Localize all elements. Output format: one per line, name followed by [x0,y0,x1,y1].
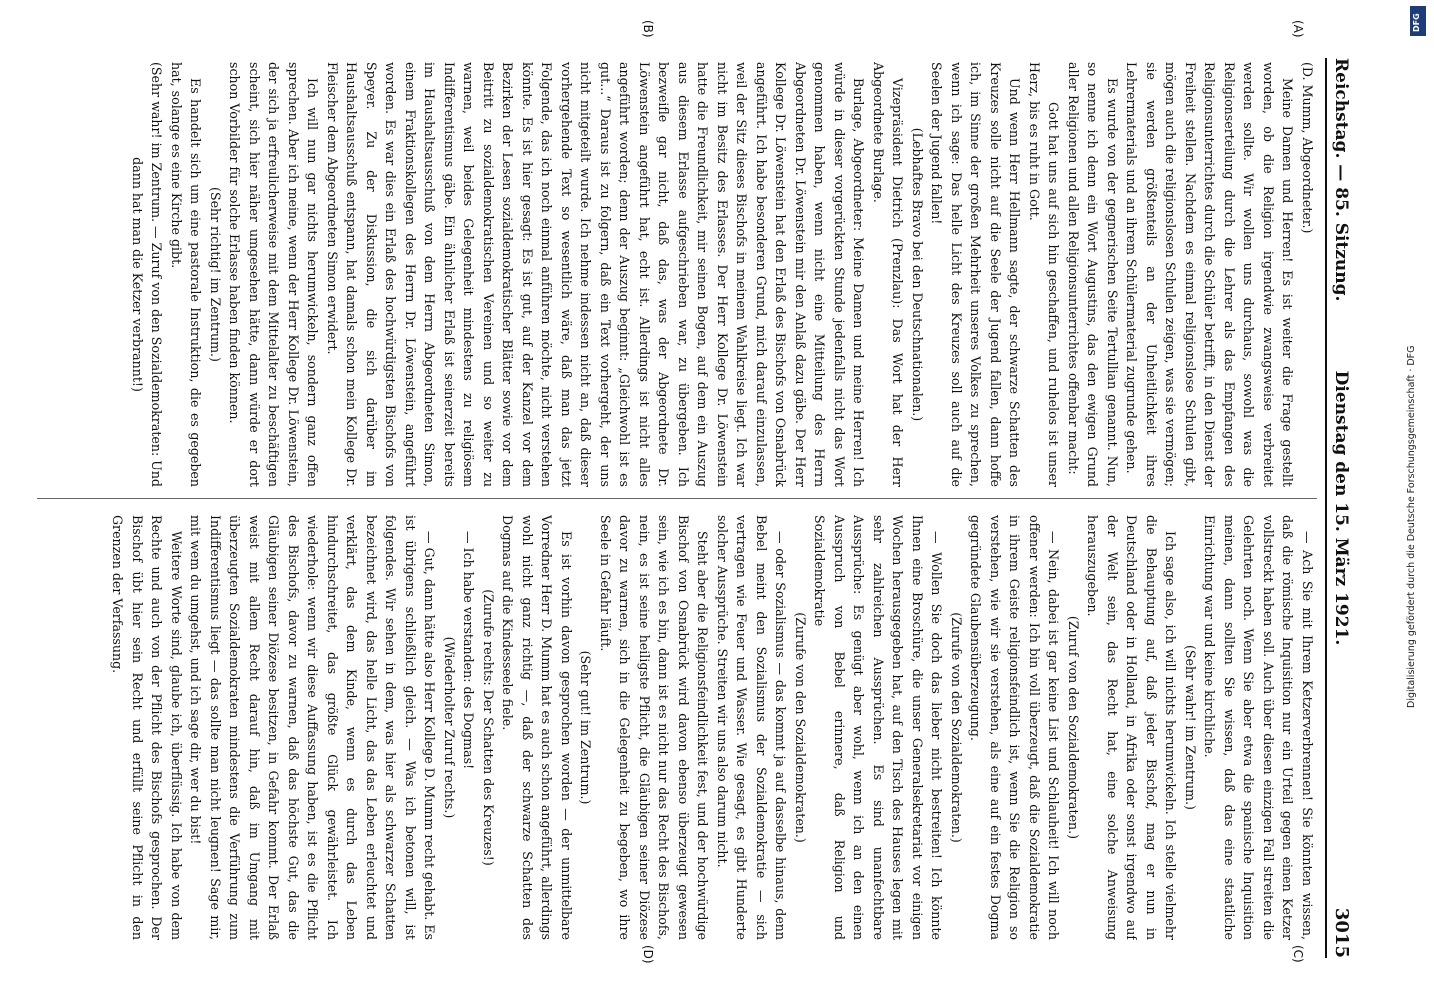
interjection: (Zurufe rechts: Der Schatten des Kreuzes!) [481,589,496,866]
paragraph: — Nein, dabei ist gar keine List und Schlauheit! Ich will noch offener werden: Ich bin voll überzeugt, daß die Sozialdemokratie in ihrem Geiste religionsfeindlich ist, wenn Sie die Religion so verstehen, wie wir sie verstehen, als eine auf ein festes Dogma gegründete Glaubensüberzeugung. [968,515,1062,940]
interjection: (Zurufe von den Sozialdemokraten.) [793,612,808,843]
paragraph: Meine Damen und Herren! Es ist weiter die Frage gestellt worden, ob die Religion irgendwie zwangsweise verbreitet werden sollte. Wir wollen uns durchaus, sowohl was die Religionserteilung durch die Lehrer als das Empfangen des Religionsunterrichtes durch die Schüler betrifft, in den Dienst der Freiheit stellen. Nachdem es einmal religionslose Schulen gibt, mögen auch die religionslosen Schulen zeigen, was sie vermögen; sie werden größtenteils an der Unheitlichkeit ihres Lehrermaterials und an ihrem Schülermaterial zugrunde gehen. [1124,62,1296,487]
header-left: Reichstag. — 85. Sitzung. [1331,58,1351,302]
speaker-continuation: (D. Mumm, Abgeordneter.) [1300,62,1315,234]
margin-marker-c: (C) [1291,945,1305,963]
interjection: (Sehr wahr! im Zentrum.) [1183,645,1198,810]
paragraph: Steht aber die Religionsfeindlichkeit fest, und der hochwürdige Bischof von Osnabrück wird davon ebenso überzeugt gewesen sein, wie ich es bin, dann ist es nicht nur das Recht des Bischofs, nein, es ist seine heiligste Pflicht, die Gläubigen seiner Diözese davor zu warnen, sich in die Gelegenheit zu begeben, wo ihre Seele in Gefahr läuft. [598,515,711,940]
paragraph: Es handelt sich um eine pastorale Instruktion, die es gegeben hat, solange es eine Kirche gibt. [169,62,204,487]
paragraph: Vizepräsident Dietrich (Prenzlau): Das Wort hat der Herr Abgeordnete Burlage. [871,62,906,487]
paragraph: Ich sage also, ich will nichts herumwickeln. Ich stelle vielmehr die Behauptung auf, daß jeder Bischof, mag er nun in Deutschland oder in Holland, in Afrika oder sonst irgendwo auf der Welt sein, das Recht hat, eine solche Anweisung herauszugeben. [1085,515,1179,940]
paragraph: Ich will nun gar nichts herumwickeln, sondern ganz offen sprechen. Aber ich meine, wenn der Herr Kollege Dr. Löwenstein, der sich ja erfreulicherweise mit dem Mittelalter zu beschäftigen scheint, sich hier näher umgesehen hätte, dann würde er dort schon Vorbilder für solche Erlasse haben finden können. [227,62,321,487]
paragraph: — Ich habe verstanden: des Dogmas! [461,531,477,770]
page-header [1325,58,1367,958]
dfg-logo [1410,6,1426,36]
interjection: (Zuruf von den Sozialdemokraten.) [1066,615,1081,840]
interjection: (Lebhaftes Bravo bei den Deutschnationalen.) [910,127,925,422]
interjection: (Sehr gut! im Zentrum.) [578,650,594,805]
digitization-note [1404,8,1422,993]
paragraph: — Ach Sie mit Ihrem Ketzerverbrennen! Sie könnten wissen, daß die römische Inquisition nur ein Urteil gegen einen Ketzer vollstreckt haben soll. Auch über diesen einzigen Fall streiten die Gelehrten noch. Wenn Sie aber etwa die spanische Inquisition meinen, dann sollten Sie wissen, daß das eine staatliche Einrichtung war und keine kirchliche. [1202,515,1315,940]
paragraph: — Gut, dann hätte also Herr Kollege D. Mumm recht gehabt. Es ist übrigens schließlich gleich. — Was ich betonen will, ist folgendes. Wir sehen in dem, was hier als schwarzer Schatten bezeichnet wird, das helle Licht, das das Leben erleuchtet und verklärt, das dem Kinde, wenn es durch das Leben hindurchschreitet, das größte Glück gewährleistet. Ich wiederhole: wenn wir diese Auffassung haben, ist es die Pflicht des Bischofs, davor zu warnen, daß das höchste Gut, das die Gläubigen seiner Diözese besitzen, in Gefahr kommt. Der Erlaß weist mit allem Recht darauf hin, daß im Umgang mit überzeugten Sozialdemokraten mindestens die Verführung zum Indifferentismus liegt — das sollte man nicht leugnen! Sage mir, mit wem du umgehst, und ich sage dir, wer du bist! [188,515,438,940]
paragraph: Burlage, Abgeordneter: Meine Damen und meine Herren! Ich würde in dieser vorgerückten Stunde jedenfalls nicht das Wort genommen haben, wenn nicht eine Mitteilung des Herrn Abgeordneten Dr. Löwenstein mir den Anlaß dazu gäbe. Der Herr Kollege Dr. Löwenstein hat den Erlaß des Bischofs von Osnabrück angeführt. Ich habe besonderen Grund, mich darauf einzulassen, weil der Sitz dieses Bischofs in meinem Wahlkreise liegt. Ich war nicht im Besitz des Erlasses. Der Herr Kollege Dr. Löwenstein hatte die Freundlichkeit, mir seinen Bogen, auf dem ein Auszug aus diesem Erlasse aufgeschrieben war, zu übergeben. Ich bezweifle gar nicht, daß das, was der Abgeordnete Dr. Löwenstein angeführt hat, echt ist. Allerdings ist nicht alles angeführt worden; denn der Auszug beginnt: „Gleichwohl ist es gut...“ Daraus ist zu folgern, daß ein Text vorhergeht, der uns nicht mitgeteilt wurde. Ich nehme indessen nicht an, daß dieser vorhergehende Text so wesentlich wäre, daß man das jetzt Folgende, das ich noch einmal anführen möchte, nicht verstehen könnte. Es ist hier gesagt: Es ist gut, auf der Kanzel vor dem Bezirken der Lesen sozialdemokratischer Blätter sowie vor dem Beitritt zu sozialdemokratischen Vereinen und so weiter zu warnen, weil beides Gelegenheit mindestens zu religiösem Indifferentismus gäbe. Ein ähnlicher Erlaß ist seinerzeit bereits im Haushaltsausschuß von dem Herrn Abgeordneten Simon, einem Fraktionskollegen des Herrn Dr. Löwenstein, angeführt worden. Es war dies ein Erlaß des hochwürdigsten Bischofs von Speyer. Zu der Diskussion, die sich darüber im Haushaltsausschuß entspann, hat damals schon mein Kollege Dr. Fleischer dem Abgeordneten Simon erwidert. [325,62,867,487]
interjection: (Wiederholter Zuruf rechts.) [442,636,457,819]
interjection: (Zurufe von den Sozialdemokraten.) [949,612,964,843]
digitization-note-text: Digitalisierung gefördert durch die Deutsche Forschungsgemeinschaft · DFG [1406,345,1417,708]
paragraph: Weitere Worte sind, glaube ich, überflüssig. Ich habe von dem Rechte und auch von der Pflicht des Bischofs gesprochen. Der Bischof übt hier sein Recht und erfüllt seine Pflicht in den Grenzen der Verfassung. [110,515,184,940]
interjection: (Sehr richtig! im Zentrum.) [208,187,223,362]
column-divider [37,498,1317,499]
margin-marker-a: (A) [1291,20,1305,38]
paragraph: — oder Sozialismus — das kommt ja auf dasselbe hinaus, denn Bebel meint den Sozialismus der Sozialdemokratie — sich vertragen wie Feuer und Wasser. Wie gesagt, es gibt Hunderte solcher Aussprüche. Streiten wir uns also darum nicht. [715,515,789,940]
quotation: Gott hat uns auf sich hin geschaffen, und ruhelos ist unser Herz, bis es ruht in Gott. [1027,62,1062,487]
header-date: Dienstag den 15. März 1921. [1331,370,1351,646]
paragraph: Und wenn Herr Hellmann sagte, der schwarze Schatten des Kreuzes solle nicht auf die Seele der Jugend fallen, dann hoffe ich, im Sinne der großen Mehrheit unseres Volkes zu sprechen, wenn ich sage: Das helle Licht des Kreuzes soll auch auf die Seelen der Jugend fallen! [929,62,1023,487]
paragraph: — Wollen Sie doch das lieber nicht bestreiten! Ich könnte Ihnen eine Broschüre, die unser Generalsekretariat vor einigen Wochen herausgegeben hat, auf den Tisch des Hauses legen mit sehr zahlreichen Aussprüchen. Es sind unanfechtbare Aussprüche: Es genügt aber wohl, wenn ich an den einen Ausspruch von Bebel erinnere, daß Religion und Sozialdemokratie [812,515,945,940]
page-number: 3015 [1331,907,1352,958]
right-column [17,515,1317,940]
margin-marker-d: (D) [641,945,655,964]
interjection: (Sehr wahr! im Zentrum. — Zuruf von den Sozialdemokraten: Und dann hat man die Ketzer verbrannt!) [130,62,165,487]
paragraph: Es wurde von der gegnerischen Seite Tertullian genannt. Nun, so nenne ich denn ein Wort Augustins, das den ewigen Grund aller Religionen und allen Religionsunterrichtes offenbar macht: [1066,62,1120,487]
margin-marker-b: (B) [641,20,655,38]
left-column [17,62,1317,487]
paragraph: Es ist vorhin davon gesprochen worden — der unmittelbare Vorredner Herr D. Mumm hat es auch schon angeführt, allerdings wohl nicht ganz richtig —, daß der schwarze Schatten des Dogmas auf die Kindesseele fiele. [500,515,574,940]
dfg-logo-text: DFG [1412,13,1421,32]
